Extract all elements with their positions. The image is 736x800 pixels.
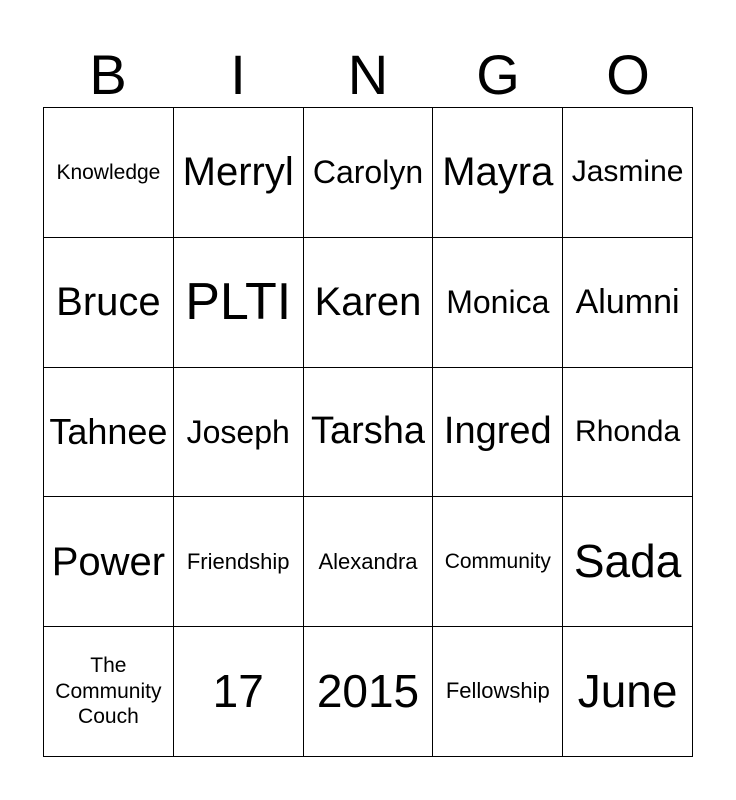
- bingo-cell[interactable]: [44, 497, 174, 627]
- cell-label: Alumni: [575, 282, 680, 321]
- bingo-cell[interactable]: [304, 108, 434, 238]
- header-letter-i: I: [230, 43, 246, 106]
- cell-label: Ingred: [443, 410, 552, 453]
- bingo-cell[interactable]: [304, 368, 434, 498]
- cell-label: Community: [444, 550, 551, 574]
- cell-label: The Community Couch: [55, 654, 162, 729]
- header-letter-b: B: [89, 43, 127, 106]
- header-letter-g: G: [476, 43, 520, 106]
- header-letter-o: O: [606, 43, 650, 106]
- bingo-cell[interactable]: [304, 627, 434, 757]
- cell-label: Mayra: [442, 150, 554, 195]
- bingo-cell[interactable]: [174, 497, 304, 627]
- bingo-cell[interactable]: [44, 368, 174, 498]
- bingo-cell[interactable]: [44, 238, 174, 368]
- bingo-cell[interactable]: [433, 238, 563, 368]
- cell-label: Tarsha: [310, 410, 426, 453]
- bingo-cell[interactable]: [433, 627, 563, 757]
- cell-label: Monica: [446, 284, 550, 320]
- bingo-cell[interactable]: [174, 627, 304, 757]
- cell-label: Joseph: [186, 413, 290, 450]
- bingo-cell[interactable]: [563, 627, 693, 757]
- bingo-cell[interactable]: [563, 497, 693, 627]
- bingo-cell[interactable]: [433, 368, 563, 498]
- header-letter-n: N: [347, 43, 389, 106]
- cell-label: Alexandra: [318, 548, 418, 574]
- bingo-cell[interactable]: [174, 238, 304, 368]
- bingo-cell[interactable]: [174, 108, 304, 238]
- cell-label: June: [577, 665, 678, 717]
- bingo-cell[interactable]: [563, 368, 693, 498]
- cell-label: Sada: [573, 535, 682, 588]
- cell-label: Tahnee: [49, 411, 168, 453]
- bingo-cell[interactable]: [44, 108, 174, 238]
- bingo-cell[interactable]: [433, 108, 563, 238]
- cell-label: Rhonda: [575, 414, 681, 448]
- cell-label: Jasmine: [571, 155, 684, 189]
- cell-label: Merryl: [182, 150, 294, 195]
- bingo-cell[interactable]: [44, 627, 174, 757]
- cell-label: Friendship: [186, 548, 290, 574]
- cell-label: 2015: [316, 665, 420, 717]
- bingo-cell[interactable]: [563, 238, 693, 368]
- bingo-cell[interactable]: [433, 497, 563, 627]
- cell-label: Power: [51, 539, 166, 584]
- bingo-cell[interactable]: [563, 108, 693, 238]
- bingo-cell[interactable]: [174, 368, 304, 498]
- cell-label: 17: [212, 665, 264, 717]
- bingo-cell[interactable]: [304, 238, 434, 368]
- cell-label: Fellowship: [445, 678, 550, 704]
- cell-label: Bruce: [56, 280, 161, 325]
- cell-label: PLTI: [185, 273, 292, 331]
- cell-label: Carolyn: [312, 154, 424, 191]
- bingo-cell[interactable]: [304, 497, 434, 627]
- bingo-header: [43, 44, 693, 106]
- cell-label: Knowledge: [56, 160, 161, 184]
- cell-label: Karen: [314, 280, 422, 325]
- bingo-board: [43, 107, 693, 757]
